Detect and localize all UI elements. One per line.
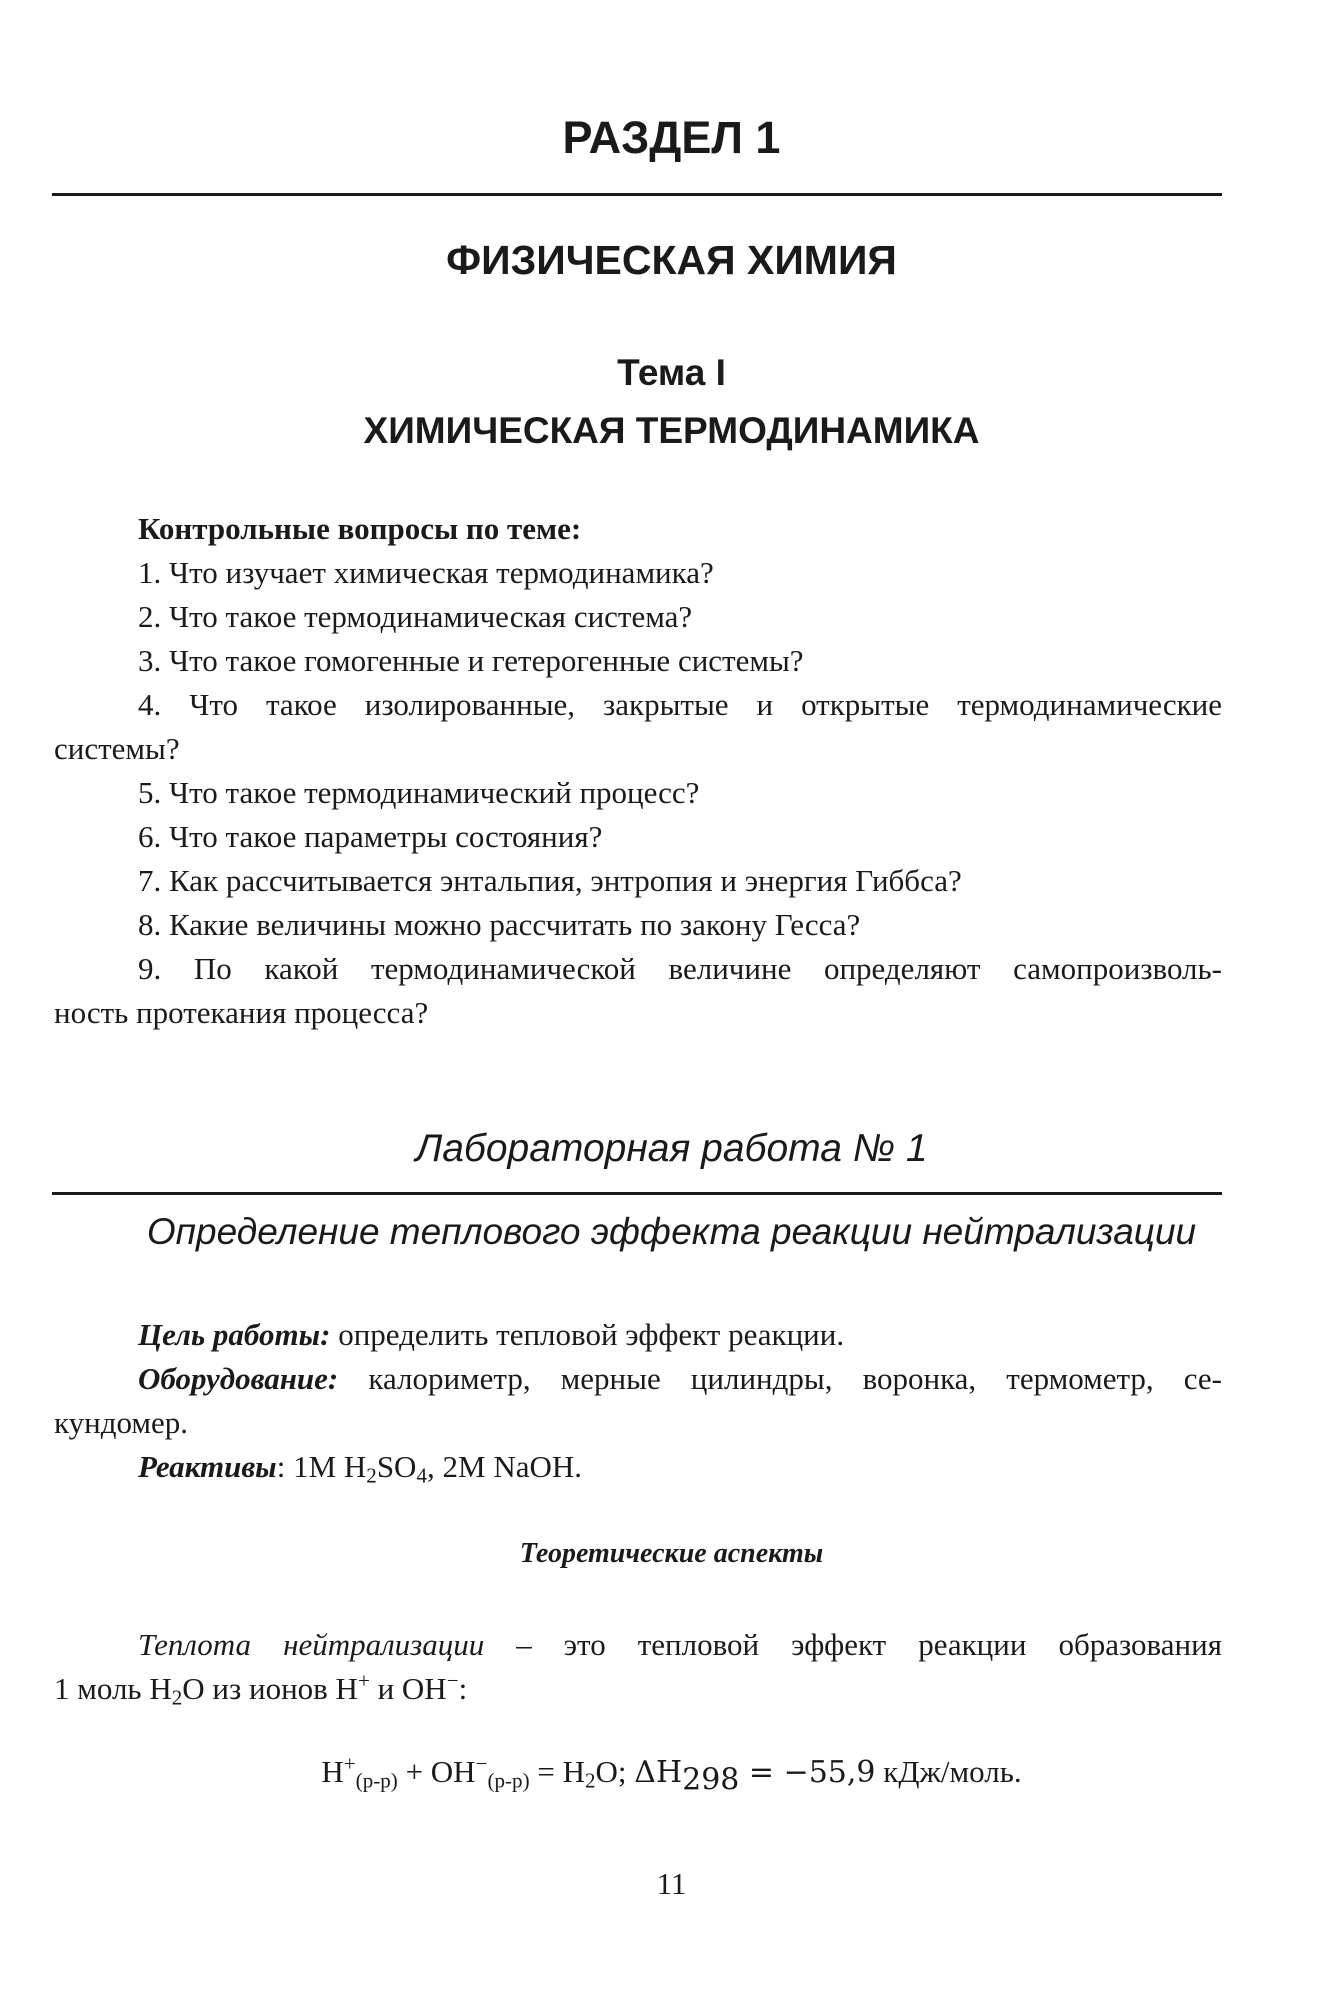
lab-title: Лабораторная работа № 1: [415, 1127, 928, 1170]
eq-temperature: 298: [682, 1762, 740, 1798]
reagents-label: Реактивы: [138, 1449, 277, 1484]
text-run: 1 моль H: [54, 1671, 172, 1706]
question-5: 5. Что такое термодинамический процесс?: [138, 775, 700, 810]
goal-line: [138, 1313, 844, 1357]
section-title: РАЗДЕЛ 1: [562, 112, 781, 163]
eq-hydroxide: + OH: [397, 1754, 476, 1789]
text-run: :: [458, 1671, 468, 1706]
lab-divider: [52, 1192, 1222, 1195]
reagents-text: 1M H: [285, 1449, 367, 1484]
eq-hydrogen: H: [321, 1754, 344, 1789]
questions-heading: Контрольные вопросы по теме:: [138, 511, 582, 546]
topic-number: Тема I: [617, 352, 726, 393]
reagents-text: , 2M NaOH.: [427, 1449, 582, 1484]
text-run: и OH: [369, 1671, 447, 1706]
reagents-subscript: 4: [416, 1463, 427, 1488]
subscript: 2: [171, 1685, 183, 1710]
page-number: 11: [656, 1866, 687, 1901]
superscript: +: [357, 1668, 370, 1693]
reagents-text: SO: [376, 1449, 417, 1484]
eq-state: (р-р): [355, 1768, 398, 1793]
eq-value: = −55,9: [739, 1755, 876, 1790]
eq-state: (р-р): [487, 1768, 530, 1793]
eq-water: = H: [529, 1754, 585, 1789]
equipment-line-1: [138, 1357, 1222, 1401]
eq-charge: +: [343, 1751, 356, 1776]
neutralization-equation: [0, 1751, 1343, 1798]
eq-subscript: 2: [584, 1768, 596, 1793]
theory-paragraph-line-2: [54, 1667, 467, 1711]
superscript: −: [446, 1668, 459, 1693]
goal-text: определить тепловой эффект реакции.: [330, 1317, 845, 1352]
lab-subtitle: Определение теплового эффекта реакции нейтрализации: [146, 1211, 1197, 1252]
eq-unit: кДж/моль.: [875, 1754, 1022, 1789]
reagents-line: [138, 1445, 582, 1489]
equipment-label: Оборудование:: [138, 1361, 339, 1396]
equipment-text: калориметр, мерные цилиндры, воронка, термометр, се-: [338, 1361, 1222, 1396]
question-9-line-1: 9. По какой термодинамической величине определяют самопроизволь-: [138, 951, 1222, 986]
question-3: 3. Что такое гомогенные и гетерогенные системы?: [138, 643, 804, 678]
text-run: O из ионов H: [182, 1671, 358, 1706]
question-6: 6. Что такое параметры состояния?: [138, 819, 603, 854]
eq-water-tail: O;: [595, 1754, 635, 1789]
goal-label: Цель работы:: [138, 1317, 331, 1352]
reagents-colon: :: [276, 1449, 286, 1484]
question-2: 2. Что такое термодинамическая система?: [138, 599, 693, 634]
question-4-line-2: системы?: [54, 731, 180, 766]
question-4-line-1: 4. Что такое изолированные, закрытые и открытые термодинамические: [138, 687, 1222, 722]
equipment-line-2: кундомер.: [54, 1405, 189, 1440]
question-1: 1. Что изучает химическая термодинамика?: [138, 555, 714, 590]
term-neutralization-heat: Теплота нейтрализации: [138, 1627, 485, 1662]
definition-text: – это тепловой эффект реакции образования: [484, 1627, 1222, 1662]
reagents-subscript: 2: [366, 1463, 377, 1488]
theory-heading: Теоретические аспекты: [519, 1538, 824, 1569]
question-7: 7. Как рассчитывается энтальпия, энтропия и энергия Гиббса?: [138, 863, 962, 898]
eq-delta-h: ΔH: [634, 1755, 683, 1790]
section-divider: [52, 193, 1222, 196]
question-9-line-2: ность протекания процесса?: [54, 995, 429, 1030]
eq-charge: −: [475, 1751, 488, 1776]
question-8: 8. Какие величины можно рассчитать по закону Гесса?: [138, 907, 861, 942]
part-title: ФИЗИЧЕСКАЯ ХИМИЯ: [446, 237, 897, 283]
theory-paragraph-line-1: [138, 1623, 1222, 1667]
topic-title: ХИМИЧЕСКАЯ ТЕРМОДИНАМИКА: [363, 410, 980, 451]
